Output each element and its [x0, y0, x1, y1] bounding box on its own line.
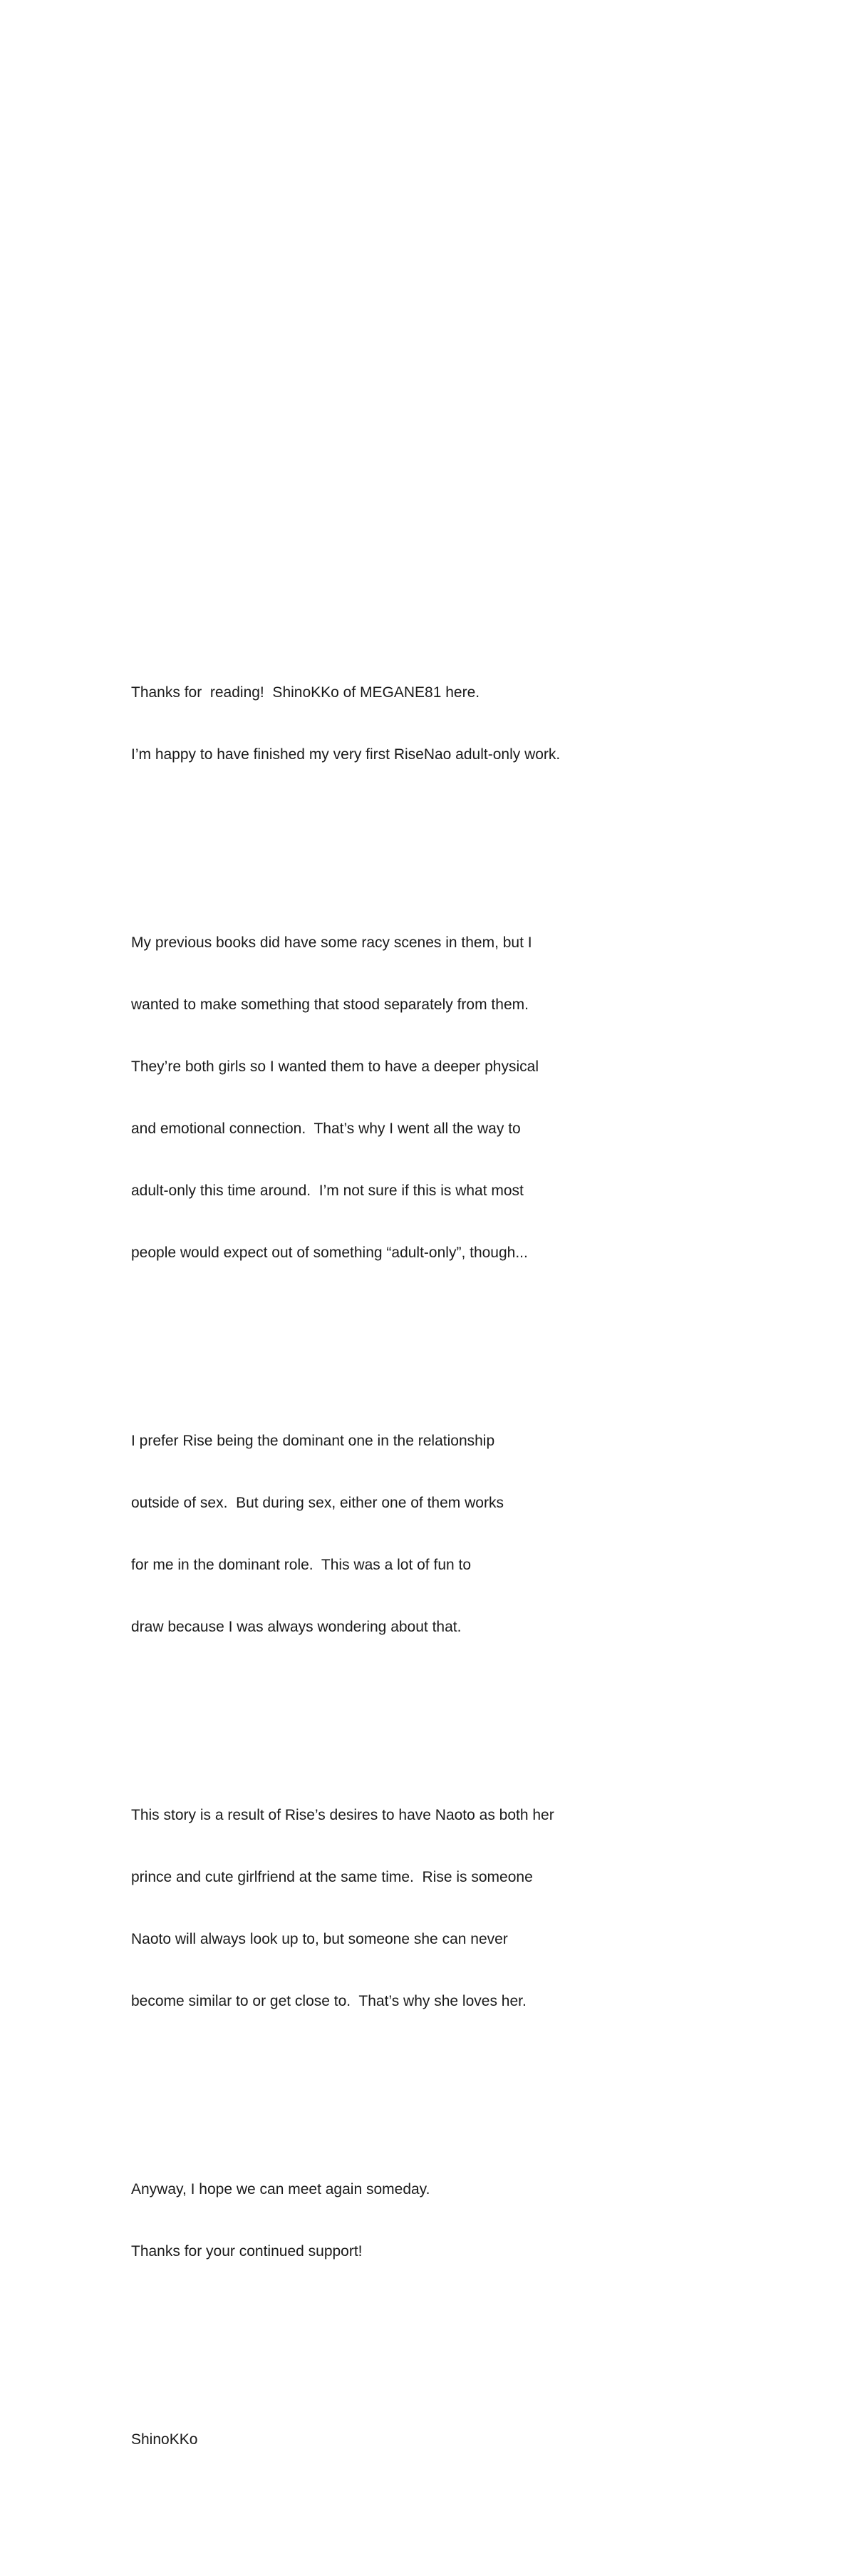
afterword-line: Thanks for your continued support! [131, 2243, 363, 2260]
afterword-line: wanted to make something that stood separately from them. [131, 996, 529, 1013]
afterword-line: adult-only this time around. I’m not sure if this is what most [131, 1183, 524, 1199]
afterword-line: Thanks for reading! ShinoKKo of MEGANE81 here. [131, 684, 480, 701]
afterword-paragraph-greeting [131, 641, 658, 806]
afterword-line: I’m happy to have finished my very first RiseNao adult-only work. [131, 746, 561, 763]
afterword-paragraph-story-concept [131, 1763, 658, 2053]
afterword-line: and emotional connection. That’s why I went all the way to [131, 1120, 521, 1137]
afterword-line: I prefer Rise being the dominant one in the relationship [131, 1433, 495, 1449]
afterword-paragraph-dominant-role [131, 1389, 658, 1679]
author-signature [131, 2388, 658, 2491]
afterword-line: ShinoKKo [131, 2431, 198, 2448]
afterword-text-block [131, 579, 658, 2576]
afterword-line: Anyway, I hope we can meet again someday. [131, 2181, 430, 2198]
afterword-line: This story is a result of Rise’s desires to have Naoto as both her [131, 1807, 554, 1823]
afterword-line: draw because I was always wondering about that. [131, 1619, 462, 1635]
afterword-line: They’re both girls so I wanted them to have a deeper physical [131, 1058, 539, 1075]
afterword-line: become similar to or get close to. That’s why she loves her. [131, 1993, 527, 2009]
afterword-line: Naoto will always look up to, but someone she can never [131, 1931, 508, 1947]
afterword-line: prince and cute girlfriend at the same time. Rise is someone [131, 1869, 533, 1885]
afterword-paragraph-previous-books [131, 891, 658, 1304]
afterword-line: for me in the dominant role. This was a lot of fun to [131, 1557, 472, 1573]
afterword-line: My previous books did have some racy scenes in them, but I [131, 934, 532, 951]
afterword-paragraph-farewell [131, 2138, 658, 2303]
afterword-line: people would expect out of something “adult-only”, though... [131, 1245, 528, 1261]
afterword-line: outside of sex. But during sex, either one of them works [131, 1495, 504, 1511]
